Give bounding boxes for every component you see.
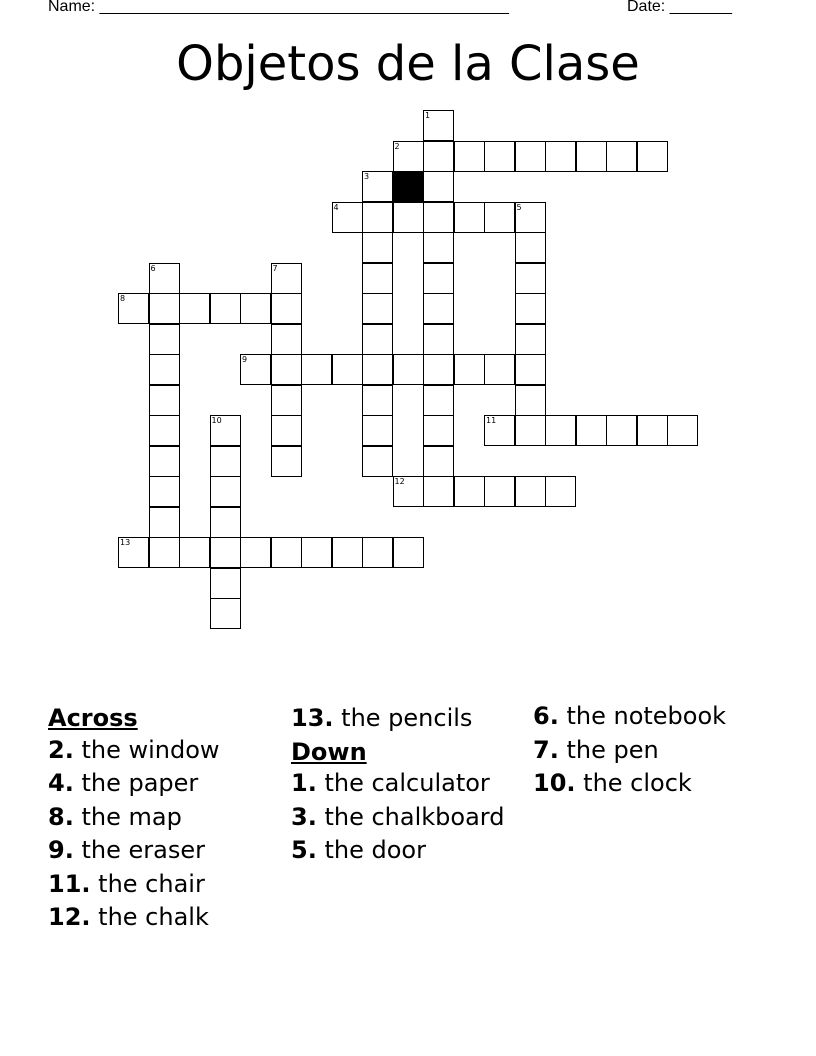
crossword-cell[interactable] (637, 415, 668, 446)
crossword-cell[interactable] (271, 293, 302, 324)
crossword-cell[interactable] (301, 537, 332, 568)
crossword-cell[interactable] (423, 110, 454, 141)
crossword-cell[interactable] (515, 324, 546, 355)
cell-number: 3 (364, 172, 370, 181)
crossword-cell[interactable] (515, 232, 546, 263)
crossword-cell[interactable] (332, 354, 363, 385)
crossword-cell[interactable] (210, 415, 241, 446)
crossword-cell[interactable] (515, 415, 546, 446)
crossword-cell[interactable] (240, 537, 271, 568)
clue-number: 8. (48, 802, 74, 831)
clue-number: 11. (48, 869, 91, 898)
clue-number: 4. (48, 769, 74, 797)
crossword-cell[interactable] (271, 415, 302, 446)
crossword-cell[interactable] (423, 141, 454, 172)
crossword-cell[interactable] (240, 293, 271, 324)
clue-text: the pen (566, 735, 659, 764)
crossword-cell[interactable] (545, 141, 576, 172)
crossword-cell[interactable] (179, 293, 210, 324)
crossword-cell[interactable] (362, 415, 393, 446)
crossword-cell[interactable] (210, 598, 241, 629)
clue-number: 7. (533, 735, 559, 764)
crossword-cell[interactable] (515, 293, 546, 324)
clue-text: the clock (583, 769, 692, 797)
crossword-cell[interactable] (484, 202, 515, 233)
crossword-cell[interactable] (362, 202, 393, 233)
clue-number: 2. (48, 735, 74, 764)
crossword-cell[interactable] (210, 568, 241, 599)
crossword-cell[interactable] (484, 141, 515, 172)
cell-number: 13 (120, 538, 131, 547)
crossword-cell[interactable] (271, 537, 302, 568)
crossword-cell[interactable] (454, 476, 485, 507)
clue-text: the pencils (341, 704, 473, 732)
cell-number: 11 (486, 416, 497, 425)
crossword-cell[interactable] (393, 476, 424, 507)
crossword-cell[interactable] (423, 354, 454, 385)
clue-number: 13. (291, 704, 334, 732)
crossword-cell[interactable] (149, 324, 180, 355)
crossword-cell[interactable] (393, 354, 424, 385)
clues-column-1 (48, 702, 278, 937)
clue-text: the chalkboard (324, 802, 505, 831)
crossword-cell[interactable] (576, 141, 607, 172)
crossword-cell[interactable] (515, 263, 546, 294)
crossword-cell[interactable] (667, 415, 698, 446)
clue-across-9 (48, 836, 278, 864)
crossword-cell[interactable] (454, 141, 485, 172)
date-field-line: Date: _______ (627, 0, 732, 15)
crossword-cell[interactable] (423, 263, 454, 294)
crossword-cell[interactable] (210, 446, 241, 477)
crossword-cell[interactable] (515, 354, 546, 385)
clue-down-10 (533, 769, 733, 797)
crossword-cell[interactable] (362, 263, 393, 294)
clue-text: the eraser (81, 836, 205, 864)
crossword-cell[interactable] (362, 293, 393, 324)
crossword-cell[interactable] (362, 232, 393, 263)
clues-column-2 (291, 702, 521, 870)
crossword-cell[interactable] (393, 141, 424, 172)
down-heading: Down (291, 737, 367, 766)
cell-number: 10 (211, 416, 222, 425)
crossword-block-cell (393, 171, 424, 202)
crossword-cell[interactable] (454, 202, 485, 233)
crossword-cell[interactable] (149, 537, 180, 568)
cell-number: 4 (333, 202, 339, 212)
crossword-cell[interactable] (576, 415, 607, 446)
clue-across-13 (291, 702, 521, 736)
crossword-cell[interactable] (362, 354, 393, 385)
crossword-cell[interactable] (484, 415, 515, 446)
crossword-cell[interactable] (240, 354, 271, 385)
crossword-cell[interactable] (210, 293, 241, 324)
clue-number: 1. (291, 769, 317, 797)
crossword-cell[interactable] (515, 476, 546, 507)
crossword-cell[interactable] (393, 537, 424, 568)
clue-down-3 (291, 803, 521, 831)
cell-number: 12 (394, 477, 405, 486)
page-title: Objetos de la Clase (176, 36, 640, 92)
crossword-cell[interactable] (149, 446, 180, 477)
clue-down-5 (291, 836, 521, 864)
crossword-cell[interactable] (149, 415, 180, 446)
crossword-cell[interactable] (606, 141, 637, 172)
clue-across-11 (48, 870, 278, 898)
crossword-cell[interactable] (393, 202, 424, 233)
cell-number: 6 (150, 263, 156, 273)
crossword-cell[interactable] (149, 263, 180, 294)
crossword-cell[interactable] (545, 476, 576, 507)
crossword-cell[interactable] (423, 385, 454, 416)
crossword-cell[interactable] (149, 385, 180, 416)
crossword-cell[interactable] (362, 385, 393, 416)
clue-down-7 (533, 736, 733, 764)
clue-number: 12. (48, 903, 91, 931)
clues-column-3 (533, 702, 733, 803)
clue-number: 9. (48, 836, 74, 864)
crossword-cell[interactable] (149, 354, 180, 385)
clue-across-8 (48, 803, 278, 831)
crossword-cell[interactable] (149, 476, 180, 507)
crossword-cell[interactable] (210, 507, 241, 538)
crossword-cell[interactable] (637, 141, 668, 172)
crossword-cell[interactable] (332, 537, 363, 568)
cell-number: 5 (516, 202, 522, 212)
clue-number: 10. (533, 769, 576, 797)
clue-down-1 (291, 769, 521, 797)
clue-number: 5. (291, 836, 317, 864)
crossword-cell[interactable] (484, 476, 515, 507)
cell-number: 8 (120, 294, 126, 303)
clue-text: the window (81, 735, 220, 764)
crossword-cell[interactable] (423, 446, 454, 477)
crossword-cell[interactable] (423, 232, 454, 263)
crossword-cell[interactable] (210, 537, 241, 568)
crossword-cell[interactable] (149, 507, 180, 538)
clue-down-6 (533, 702, 733, 730)
cell-number: 7 (272, 263, 278, 273)
clue-text: the chalk (98, 903, 209, 931)
crossword-cell[interactable] (423, 415, 454, 446)
clue-text: the map (81, 802, 182, 831)
clue-text: the chair (98, 869, 205, 898)
clue-text: the paper (81, 769, 199, 797)
crossword-cell[interactable] (515, 141, 546, 172)
crossword-cell[interactable] (545, 415, 576, 446)
name-field-line: Name: ______________________________________________ (48, 0, 509, 15)
clue-across-12 (48, 903, 278, 931)
crossword-cell[interactable] (423, 171, 454, 202)
crossword-cell[interactable] (271, 385, 302, 416)
crossword-cell[interactable] (362, 324, 393, 355)
crossword-cell[interactable] (271, 324, 302, 355)
crossword-cell[interactable] (179, 537, 210, 568)
cell-number: 1 (425, 111, 431, 120)
crossword-cell[interactable] (301, 354, 332, 385)
crossword-cell[interactable] (423, 293, 454, 324)
clue-number: 3. (291, 802, 317, 831)
crossword-cell[interactable] (362, 171, 393, 202)
crossword-cell[interactable] (362, 537, 393, 568)
crossword-cell[interactable] (423, 202, 454, 233)
crossword-cell[interactable] (423, 324, 454, 355)
crossword-cell[interactable] (484, 354, 515, 385)
crossword-cell[interactable] (423, 476, 454, 507)
crossword-cell[interactable] (515, 385, 546, 416)
crossword-cell[interactable] (149, 293, 180, 324)
crossword-cell[interactable] (606, 415, 637, 446)
crossword-cell[interactable] (271, 263, 302, 294)
crossword-cell[interactable] (515, 202, 546, 233)
clue-text: the door (324, 836, 426, 864)
crossword-cell[interactable] (271, 446, 302, 477)
clue-across-2 (48, 736, 278, 764)
crossword-cell[interactable] (210, 476, 241, 507)
crossword-cell[interactable] (332, 202, 363, 233)
across-heading: Across (48, 704, 138, 732)
cell-number: 2 (394, 141, 400, 151)
crossword-cell[interactable] (362, 446, 393, 477)
crossword-cell[interactable] (118, 537, 149, 568)
crossword-cell[interactable] (454, 354, 485, 385)
clue-text: the notebook (566, 702, 727, 730)
cell-number: 9 (242, 355, 248, 364)
crossword-cell[interactable] (271, 354, 302, 385)
clue-text: the calculator (324, 769, 490, 797)
clue-across-4 (48, 769, 278, 797)
crossword-cell[interactable] (118, 293, 149, 324)
clue-number: 6. (533, 702, 559, 730)
